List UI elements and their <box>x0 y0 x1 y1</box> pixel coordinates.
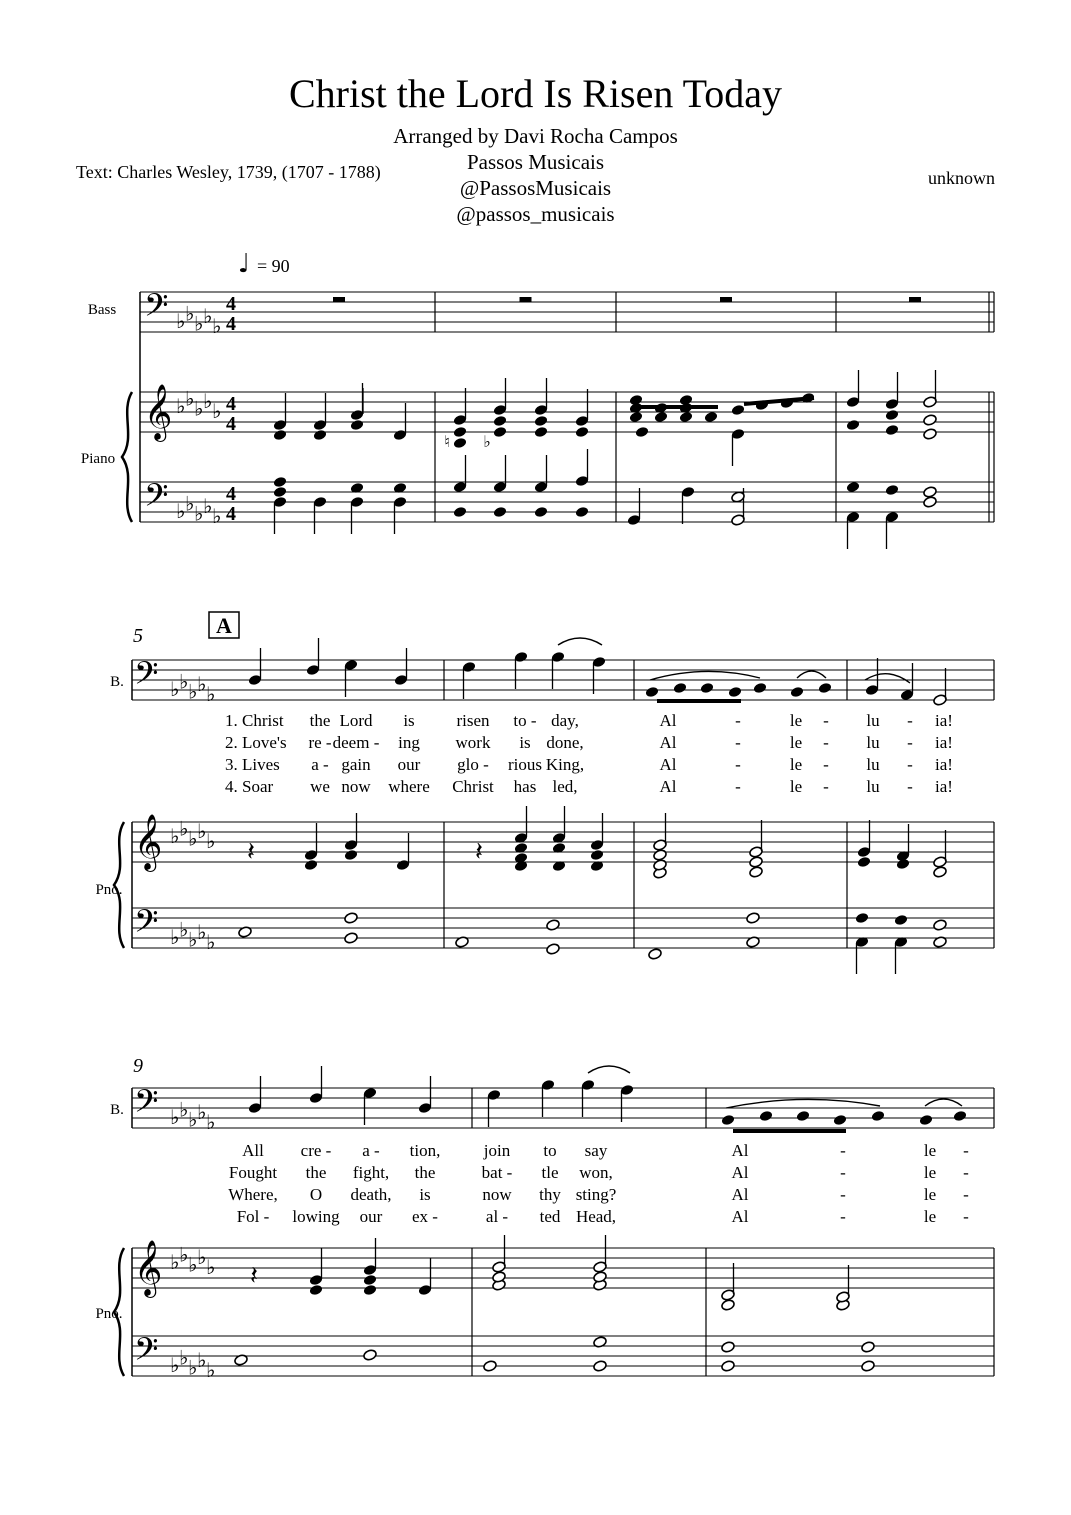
lyric-syllable: le <box>923 1163 937 1182</box>
lyric-syllable: Al <box>731 1185 749 1204</box>
key-flat: ♭ <box>179 917 189 942</box>
note-head <box>344 912 359 925</box>
key-flat: ♭ <box>188 1107 198 1132</box>
instrument-name-piano: Piano <box>80 451 116 467</box>
treble-clef: 𝄞 <box>144 384 173 440</box>
key-flat: ♭ <box>185 491 195 516</box>
note-head <box>363 1284 378 1297</box>
note-head <box>273 429 288 442</box>
note-head <box>700 682 715 695</box>
poet-credit: Text: Charles Wesley, 1739, (1707 - 1788) <box>76 162 381 182</box>
lyric-syllable: sting? <box>575 1185 617 1204</box>
lyric-syllable: death, <box>350 1185 392 1204</box>
lyric-syllable: Al <box>659 733 677 752</box>
lyric-syllable: - <box>823 711 829 730</box>
note-head <box>923 486 938 499</box>
lyric-syllable: Al <box>731 1207 749 1226</box>
lyric-syllable: glo - <box>457 755 489 774</box>
note-head <box>731 404 746 417</box>
lyric-syllable: Al <box>731 1163 749 1182</box>
note-head <box>933 919 948 932</box>
composer-credit: unknown <box>928 168 995 188</box>
time-sig-bottom: 4 <box>226 413 236 435</box>
lyric-syllable: join <box>483 1141 511 1160</box>
slur <box>558 638 602 645</box>
bass-clef: 𝄢 <box>134 1331 159 1375</box>
note-head <box>273 476 288 489</box>
lyric-syllable: - <box>840 1185 846 1204</box>
lyric-syllable: lu <box>866 777 880 796</box>
lyric-syllable: ia! <box>935 733 953 752</box>
note-head <box>923 428 938 441</box>
note-head <box>546 943 561 956</box>
note-head <box>679 394 694 407</box>
instrument-short-bass: B. <box>110 1102 124 1118</box>
note-head <box>590 849 605 862</box>
key-flat: ♭ <box>212 504 222 528</box>
natural-sign: ♮ <box>444 432 450 451</box>
key-flat: ♭ <box>176 394 186 418</box>
bass-clef: 𝄢 <box>144 477 169 521</box>
key-flat: ♭ <box>197 672 207 696</box>
time-sig-bottom: 4 <box>226 503 236 525</box>
measure-number: 9 <box>133 1055 143 1077</box>
note-head <box>344 849 359 862</box>
lyric-syllable: lu <box>866 733 880 752</box>
lyric-syllable: Fought <box>228 1163 278 1182</box>
note-head <box>833 1114 848 1127</box>
lyric-syllable: 2. Love's <box>225 733 287 752</box>
key-flat: ♭ <box>206 829 216 853</box>
lyric-syllable: O <box>309 1185 323 1204</box>
lyric-syllable: Al <box>659 711 677 730</box>
lyric-syllable: rious <box>508 755 542 774</box>
lyric-syllable: ing <box>398 733 420 752</box>
treble-clef: 𝄞 <box>134 1240 163 1296</box>
lyric-syllable: gain <box>341 755 371 774</box>
lyric-syllable: le <box>923 1141 937 1160</box>
key-flat: ♭ <box>185 301 195 326</box>
whole-rest <box>333 297 345 302</box>
note-head <box>861 1341 876 1354</box>
note-head <box>721 1341 736 1354</box>
key-flat: ♭ <box>197 1100 207 1124</box>
slur <box>925 1099 962 1106</box>
note-head <box>790 686 805 699</box>
whole-rest <box>720 297 732 302</box>
lyric-syllable: le <box>789 755 803 774</box>
lyric-syllable: a - <box>362 1141 380 1160</box>
lyric-syllable: tle <box>541 1163 559 1182</box>
lyric-syllable: cre - <box>300 1141 332 1160</box>
note-head <box>653 849 668 862</box>
note-head <box>350 419 365 432</box>
lyric-syllable: is <box>403 711 415 730</box>
note-head <box>721 1360 736 1373</box>
lyric-syllable: - <box>840 1207 846 1226</box>
lyric-syllable: 3. Lives <box>225 755 280 774</box>
key-flat: ♭ <box>206 930 216 954</box>
time-sig-bottom: 4 <box>226 313 236 335</box>
lyric-syllable: day, <box>551 711 579 730</box>
note-head <box>846 419 861 432</box>
key-flat: ♭ <box>188 679 198 704</box>
lyric-syllable: Fol - <box>236 1207 270 1226</box>
arranger-credit: Arranged by Davi Rocha Campos <box>393 124 678 148</box>
note-head <box>304 859 319 872</box>
note-head <box>861 1360 876 1373</box>
lyric-syllable: le <box>789 777 803 796</box>
note-head <box>344 932 359 945</box>
lyric-syllable: led, <box>552 777 578 796</box>
instrument-short-bass: B. <box>110 674 124 690</box>
lyric-syllable: to <box>543 1141 557 1160</box>
note-head <box>635 426 650 439</box>
key-flat: ♭ <box>194 501 204 526</box>
lyric-syllable: 4. Soar <box>225 777 274 796</box>
lyric-syllable: - <box>735 755 741 774</box>
note-head <box>654 411 669 424</box>
lyric-syllable: ia! <box>935 777 953 796</box>
rehearsal-mark: A <box>216 613 232 638</box>
note-head <box>728 686 743 699</box>
note-head <box>493 506 508 519</box>
note-head <box>746 912 761 925</box>
lyric-syllable: Al <box>731 1141 749 1160</box>
note-head <box>593 1360 608 1373</box>
publisher-handle-2: @passos_musicais <box>456 202 615 226</box>
quarter-rest: 𝄽 <box>250 1261 258 1291</box>
key-flat: ♭ <box>176 309 186 333</box>
whole-rest <box>909 297 921 302</box>
key-flat: ♭ <box>188 927 198 952</box>
flat-sign: ♭ <box>483 432 491 451</box>
lyric-syllable: Head, <box>575 1207 617 1226</box>
note-head <box>273 486 288 499</box>
key-flat: ♭ <box>170 925 180 949</box>
instrument-name-bass: Bass <box>87 302 117 318</box>
key-flat: ♭ <box>179 1097 189 1122</box>
note-head <box>453 506 468 519</box>
note-head <box>575 426 590 439</box>
note-head <box>363 1349 378 1362</box>
lyric-syllable: - <box>823 755 829 774</box>
key-flat: ♭ <box>188 1355 198 1380</box>
note-head <box>855 912 870 925</box>
note-head <box>648 948 663 961</box>
lyric-syllable: Where, <box>228 1185 278 1204</box>
lyric-syllable: is <box>419 1185 431 1204</box>
lyric-syllable: fight, <box>352 1163 390 1182</box>
note-head <box>363 1274 378 1287</box>
slur <box>726 1099 880 1108</box>
note-head <box>534 506 549 519</box>
bass-clef: 𝄢 <box>134 903 159 947</box>
lyric-syllable: bat - <box>481 1163 513 1182</box>
lyric-syllable: Lord <box>339 711 373 730</box>
lyric-syllable: ex - <box>412 1207 438 1226</box>
lyric-syllable: - <box>823 733 829 752</box>
note-head <box>885 484 900 497</box>
note-head <box>483 1360 498 1373</box>
score-title: Christ the Lord Is Risen Today <box>288 71 783 116</box>
note-head <box>629 394 644 407</box>
lyric-syllable: - <box>907 711 913 730</box>
lyric-syllable: now <box>341 777 371 796</box>
note-head <box>818 682 833 695</box>
lyric-syllable: Al <box>659 755 677 774</box>
quarter-rest: 𝄽 <box>475 837 483 867</box>
key-flat: ♭ <box>170 677 180 701</box>
quarter-rest: 𝄽 <box>247 837 255 867</box>
lyric-syllable: ia! <box>935 755 953 774</box>
note-head <box>721 1114 736 1127</box>
lyric-syllable: le <box>923 1185 937 1204</box>
key-flat: ♭ <box>206 1110 216 1134</box>
note-head <box>933 866 948 879</box>
bass-clef: 𝄢 <box>144 287 169 331</box>
lyric-syllable: 1. Christ <box>225 711 284 730</box>
lyric-syllable: - <box>735 733 741 752</box>
lyric-syllable: tion, <box>409 1141 441 1160</box>
measure-number: 5 <box>133 625 143 647</box>
note-head <box>546 919 561 932</box>
lyric-syllable: - <box>823 777 829 796</box>
lyric-syllable: thy <box>539 1185 561 1204</box>
lyric-syllable: le <box>789 733 803 752</box>
note-head <box>753 682 768 695</box>
whole-rest <box>520 297 532 302</box>
note-head <box>534 415 549 428</box>
slur <box>865 674 910 683</box>
lyric-syllable: - <box>735 711 741 730</box>
lyric-syllable: - <box>840 1141 846 1160</box>
key-flat: ♭ <box>170 1250 180 1274</box>
lyric-syllable: we <box>310 777 330 796</box>
note-head <box>796 1110 811 1123</box>
lyric-syllable: King, <box>545 755 585 774</box>
lyric-syllable: re - <box>308 733 332 752</box>
note-head <box>846 481 861 494</box>
note-head <box>857 856 872 869</box>
note-head <box>759 1110 774 1123</box>
key-flat: ♭ <box>176 499 186 523</box>
note-head <box>721 1299 736 1312</box>
lyric-syllable: - <box>840 1163 846 1182</box>
lyric-syllable: le <box>789 711 803 730</box>
key-flat: ♭ <box>179 1242 189 1267</box>
lyric-syllable: lu <box>866 711 880 730</box>
lyric-syllable: the <box>305 1163 327 1182</box>
note-head <box>534 426 549 439</box>
lyric-syllable: - <box>963 1185 969 1204</box>
lyric-syllable: now <box>482 1185 512 1204</box>
lyric-syllable: al - <box>485 1207 509 1226</box>
lyric-syllable: say <box>584 1141 608 1160</box>
note-head <box>673 682 688 695</box>
key-flat: ♭ <box>188 826 198 851</box>
lyric-syllable: ia! <box>935 711 953 730</box>
bass-clef: 𝄢 <box>134 1083 159 1127</box>
slur <box>797 671 826 678</box>
note-head <box>704 411 719 424</box>
lyric-syllable: to - <box>513 711 537 730</box>
key-flat: ♭ <box>197 819 207 843</box>
lyric-syllable: our <box>359 1207 383 1226</box>
key-flat: ♭ <box>203 389 213 413</box>
lyric-syllable: lowing <box>292 1207 340 1226</box>
key-flat: ♭ <box>206 1358 216 1382</box>
note-head <box>953 1110 968 1123</box>
key-flat: ♭ <box>197 920 207 944</box>
note-head <box>871 1110 886 1123</box>
note-head <box>894 914 909 927</box>
slur <box>588 1066 630 1073</box>
note-head <box>679 411 694 424</box>
note-head <box>919 1114 934 1127</box>
note-head <box>645 686 660 699</box>
publisher-name: Passos Musicais <box>466 150 605 174</box>
tempo-text: = 90 <box>257 256 290 276</box>
note-head <box>749 866 764 879</box>
key-flat: ♭ <box>179 816 189 841</box>
instrument-short-piano: Pno. <box>95 882 123 898</box>
note-head <box>629 411 644 424</box>
note-head <box>493 415 508 428</box>
treble-clef: 𝄞 <box>134 814 163 870</box>
key-flat: ♭ <box>203 494 213 518</box>
key-flat: ♭ <box>197 1348 207 1372</box>
key-flat: ♭ <box>206 1255 216 1279</box>
key-flat: ♭ <box>188 1252 198 1277</box>
lyric-syllable: where <box>388 777 430 796</box>
lyric-syllable: ted <box>539 1207 561 1226</box>
lyric-syllable: is <box>519 733 531 752</box>
note-head <box>923 496 938 509</box>
key-flat: ♭ <box>194 396 204 421</box>
lyric-syllable: - <box>907 777 913 796</box>
note-head <box>313 429 328 442</box>
lyric-syllable: - <box>963 1163 969 1182</box>
note-head <box>885 424 900 437</box>
lyric-syllable: Al <box>659 777 677 796</box>
lyric-syllable: - <box>907 755 913 774</box>
key-flat: ♭ <box>170 1105 180 1129</box>
bass-clef: 𝄢 <box>134 655 159 699</box>
lyric-syllable: done, <box>546 733 584 752</box>
key-flat: ♭ <box>197 1245 207 1269</box>
lyric-syllable: the <box>309 711 331 730</box>
slur <box>650 671 760 680</box>
lyric-syllable: le <box>923 1207 937 1226</box>
lyric-syllable: - <box>907 733 913 752</box>
key-flat: ♭ <box>206 682 216 706</box>
lyric-syllable: won, <box>579 1163 613 1182</box>
key-flat: ♭ <box>212 314 222 338</box>
lyric-syllable: deem - <box>332 733 380 752</box>
lyric-syllable: - <box>963 1207 969 1226</box>
lyric-syllable: - <box>735 777 741 796</box>
note-head <box>923 414 938 427</box>
lyric-syllable: All <box>242 1141 264 1160</box>
tempo-note: ♩ <box>237 249 251 279</box>
lyric-syllable: - <box>963 1141 969 1160</box>
note-head <box>493 426 508 439</box>
publisher-handle-1: @PassosMusicais <box>459 176 612 200</box>
key-flat: ♭ <box>194 311 204 336</box>
key-flat: ♭ <box>170 824 180 848</box>
key-flat: ♭ <box>185 386 195 411</box>
lyric-syllable: our <box>397 755 421 774</box>
lyric-syllable: has <box>513 777 537 796</box>
key-flat: ♭ <box>179 1345 189 1370</box>
lyric-syllable: risen <box>456 711 490 730</box>
piano-brace <box>122 392 132 522</box>
time-sig-top: 4 <box>226 483 236 505</box>
key-flat: ♭ <box>203 304 213 328</box>
lyric-syllable: Christ <box>452 777 494 796</box>
time-sig-top: 4 <box>226 293 236 315</box>
key-flat: ♭ <box>179 669 189 694</box>
time-sig-top: 4 <box>226 393 236 415</box>
key-flat: ♭ <box>212 399 222 423</box>
note-head <box>453 426 468 439</box>
lyric-syllable: the <box>414 1163 436 1182</box>
note-head <box>309 1284 324 1297</box>
note-head <box>885 409 900 422</box>
instrument-short-piano: Pno. <box>95 1306 123 1322</box>
key-flat: ♭ <box>170 1353 180 1377</box>
note-head <box>749 856 764 869</box>
note-head <box>575 506 590 519</box>
lyric-syllable: lu <box>866 755 880 774</box>
lyric-syllable: work <box>455 733 491 752</box>
lyric-syllable: a - <box>311 755 329 774</box>
note-head <box>453 437 468 450</box>
